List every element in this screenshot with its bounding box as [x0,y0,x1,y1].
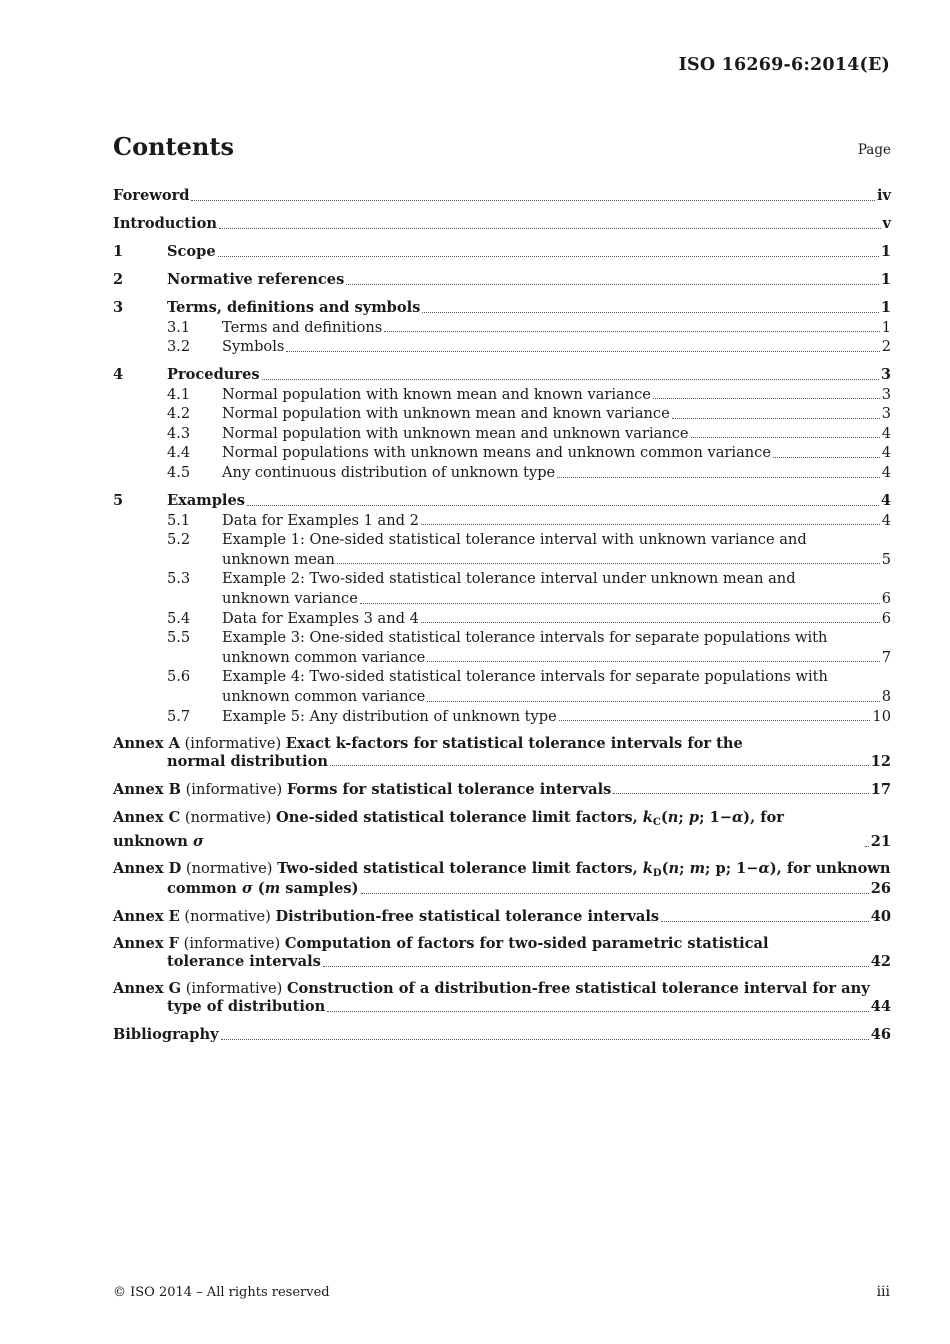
math-m: m [264,880,281,898]
annex-type: (normative) [185,860,273,878]
toc-entry-foreword[interactable] [113,186,891,206]
toc-number: 5.3 [167,570,191,588]
annex-type: (normative) [184,808,272,826]
copyright-notice: © ISO 2014 – All rights reserved [113,1285,330,1300]
toc-number: 5 [113,492,124,510]
toc-entry-5-2[interactable] [113,530,891,569]
table-of-contents [113,186,891,1045]
toc-label: Data for Examples 3 and 4 [222,609,419,627]
annex-title: One-sided statistical tolerance limit factors, [276,808,643,826]
dot-leader [247,505,879,506]
toc-label-line1: Example 4: Two-sided statistical tolerance intervals for separate populations with [222,668,828,686]
toc-number: 4.3 [167,424,191,442]
toc-label: Bibliography [113,1026,219,1044]
toc-page: 12 [870,752,891,770]
toc-entry-annex-b[interactable] [113,780,891,800]
toc-label: Symbols [222,338,285,356]
dot-leader [361,893,869,894]
dot-leader [427,701,879,702]
toc-number: 4.1 [167,385,191,403]
math-text: ( [252,880,265,898]
toc-entry-4-1[interactable] [113,385,891,405]
math-subscript: C [652,816,661,828]
toc-number: 1 [113,242,124,260]
math-text: ; [679,860,690,878]
dot-leader [360,603,880,604]
toc-entry-annex-f[interactable] [113,935,891,972]
math-text: ), for unknown [113,808,784,851]
toc-page: 6 [881,609,891,627]
annex-title: Forms for statistical tolerance intervals [286,780,612,798]
toc-page: 4 [881,444,891,462]
math-alpha: α [731,808,744,826]
toc-number: 3 [113,298,124,316]
annex-title-line1: Computation of factors for two-sided parametric statistical [284,935,769,953]
toc-entry-4-4[interactable] [113,443,891,463]
toc-number: 5.6 [167,668,191,686]
math-n: n [667,808,679,826]
toc-number: 4.4 [167,444,191,462]
toc-page: 3 [881,385,891,403]
toc-page: 26 [870,880,891,898]
annex-label: Annex B [113,780,181,798]
toc-page: 4 [880,492,891,510]
toc-page: 3 [880,366,891,384]
toc-page: 10 [872,707,891,725]
dot-leader [421,524,880,525]
annex-type: (informative) [185,780,283,798]
annex-type: (informative) [183,935,281,953]
dot-leader [219,228,881,229]
toc-entry-annex-d[interactable] [113,860,891,899]
toc-label: Scope [167,242,216,260]
toc-number: 5.2 [167,531,191,549]
dot-leader [286,351,879,352]
toc-number: 5.4 [167,609,191,627]
math-n: n [668,860,680,878]
dot-leader [330,765,869,766]
contents-title: Contents [113,132,234,161]
toc-label: Examples [167,492,245,510]
annex-title-line2: type of distribution [167,998,326,1016]
toc-entry-annex-c[interactable] [113,808,891,852]
toc-label: Procedures [167,366,260,384]
toc-number: 4 [113,366,124,384]
math-p: p [688,808,700,826]
math-alpha: α [758,860,770,878]
dot-leader [262,379,879,380]
math-k: k [642,860,653,878]
dot-leader [557,477,880,478]
toc-entry-5-7[interactable] [113,707,891,727]
page-column-label: Page [857,142,891,158]
annex-title-line2: common [167,880,242,898]
toc-entry-5-5[interactable] [113,628,891,667]
toc-entry-3[interactable] [113,298,891,318]
dot-leader [427,661,879,662]
annex-title-line1: Exact k-factors for statistical tolerance intervals for the [285,734,743,752]
math-k: k [642,808,653,826]
toc-label-line1: Example 2: Two-sided statistical tolerance interval under unknown mean and [222,570,796,588]
dot-leader [613,793,868,794]
toc-page: 1 [880,298,891,316]
annex-title: Two-sided statistical tolerance limit factors, [277,860,643,878]
toc-label: Foreword [113,187,190,204]
toc-page: 5 [881,550,891,568]
toc-entry-5-4[interactable] [113,609,891,629]
toc-page: 4 [881,424,891,442]
toc-label: Any continuous distribution of unknown type [222,464,556,482]
math-text: ; [678,808,689,826]
math-text: ), for unknown [769,860,891,878]
math-subscript: D [652,868,662,880]
toc-label: Normal population with unknown mean and unknown variance [222,424,689,442]
page-number: iii [876,1284,890,1300]
toc-page: 1 [880,270,891,288]
toc-number: 5.7 [167,707,191,725]
math-text: samples) [280,880,359,898]
toc-number: 4.5 [167,464,191,482]
toc-page: 1 [880,242,891,260]
toc-page: 4 [881,511,891,529]
dot-leader [191,200,875,201]
dot-leader [218,256,879,257]
dot-leader [346,284,879,285]
toc-label: Normal populations with unknown means and unknown common variance [222,444,771,462]
toc-page: 42 [870,953,891,971]
dot-leader [323,966,869,967]
annex-label: Annex C [113,808,181,826]
toc-entry-4-5[interactable] [113,463,891,483]
annex-label: Annex G [113,980,182,998]
toc-page: 2 [881,338,891,356]
annex-type: (informative) [184,734,282,752]
toc-entry-5-6[interactable] [113,667,891,706]
toc-label-line2: unknown common variance [222,648,426,666]
annex-title-line2: tolerance intervals [167,953,321,971]
toc-entry-1[interactable] [113,242,891,262]
toc-number: 3.1 [167,318,191,336]
toc-page: 3 [881,405,891,423]
dot-leader [559,720,871,721]
toc-page: 17 [870,780,891,798]
toc-entry-4-3[interactable] [113,424,891,444]
document-id: ISO 16269-6:2014(E) [678,55,890,75]
toc-entry-annex-e[interactable] [113,907,891,927]
toc-entry-3-1[interactable] [113,318,891,338]
toc-entry-2[interactable] [113,270,891,290]
toc-label: Introduction [113,214,217,232]
dot-leader [327,1011,868,1012]
annex-label: Annex A [113,734,180,752]
toc-page: 40 [870,908,891,926]
toc-entry-5-1[interactable] [113,511,891,531]
toc-label: Terms, definitions and symbols [167,298,421,316]
annex-title-line1: Construction of a distribution-free statistical tolerance interval for any [286,980,870,998]
annex-title-line2: normal distribution [167,752,328,770]
toc-label: Normal population with unknown mean and known variance [222,405,670,423]
toc-label-line1: Example 1: One-sided statistical tolerance interval with unknown variance and [222,531,807,549]
toc-label-line2: unknown variance [222,590,358,608]
dot-leader [421,622,880,623]
dot-leader [865,846,869,847]
toc-page: 1 [881,318,891,336]
toc-page: 46 [870,1026,891,1044]
dot-leader [221,1039,869,1040]
toc-page: iv [876,187,891,204]
annex-label: Annex D [113,860,182,878]
contents-header [113,132,891,166]
toc-label: Terms and definitions [222,318,383,336]
annex-label: Annex F [113,935,179,953]
toc-entry-annex-a[interactable] [113,735,891,772]
toc-entry-5-3[interactable] [113,569,891,608]
toc-label-line2: unknown mean [222,550,335,568]
toc-page: 7 [881,648,891,666]
math-m: m [689,860,706,878]
math-sigma: σ [192,833,204,851]
toc-number: 5.5 [167,629,191,647]
toc-label-line2: unknown common variance [222,688,426,705]
toc-number: 4.2 [167,405,191,423]
dot-leader [773,457,880,458]
toc-label: Example 5: Any distribution of unknown type [222,707,557,725]
dot-leader [422,312,878,313]
toc-entry-4-2[interactable] [113,404,891,424]
toc-entry-3-2[interactable] [113,337,891,357]
math-text: ( [660,808,668,826]
math-text: ; 1− [699,808,732,826]
toc-label-line1: Example 3: One-sided statistical tolerance intervals for separate populations with [222,629,828,647]
dot-leader [384,331,879,332]
toc-number: 5.1 [167,511,191,529]
toc-number: 3.2 [167,338,191,356]
annex-label: Annex E [113,908,180,926]
annex-type: (informative) [185,980,283,998]
math-text: ; p; 1− [705,860,759,878]
math-sigma: σ [241,880,253,898]
toc-page: v [882,214,891,232]
toc-entry-bibliography[interactable] [113,1025,891,1045]
toc-page: 6 [881,590,891,608]
toc-page: 21 [870,833,891,851]
dot-leader [337,563,880,564]
toc-label: Data for Examples 1 and 2 [222,511,419,529]
dot-leader [691,437,880,438]
toc-entry-introduction[interactable] [113,214,891,234]
toc-page: 4 [881,464,891,482]
dot-leader [653,398,880,399]
toc-page: 44 [870,998,891,1016]
toc-entry-5[interactable] [113,491,891,511]
toc-entry-4[interactable] [113,365,891,385]
toc-label: Normative references [167,270,345,288]
dot-leader [661,921,869,922]
toc-page: 8 [881,688,891,705]
annex-title: Distribution-free statistical tolerance intervals [275,908,660,926]
math-text: ( [661,860,669,878]
dot-leader [672,418,880,419]
toc-label: Normal population with known mean and known variance [222,385,651,403]
annex-type: (normative) [184,908,271,926]
toc-entry-annex-g[interactable] [113,980,891,1017]
toc-number: 2 [113,270,124,288]
